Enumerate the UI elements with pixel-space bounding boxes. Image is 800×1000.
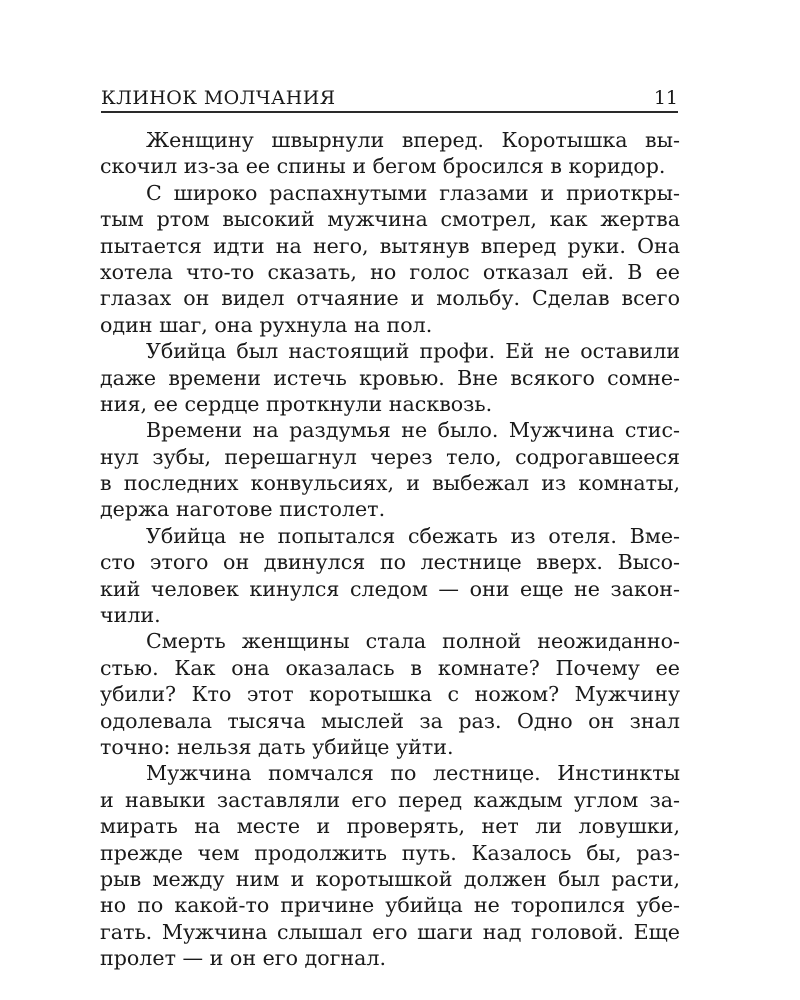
text-line: сто этого он двинулся по лестнице вверх. Высо- bbox=[100, 550, 680, 575]
text-line: Женщину швырнули вперед. Коротышка вы- bbox=[146, 128, 680, 152]
text-line: скочил из-за ее спины и бегом бросился в коридор. bbox=[100, 154, 666, 179]
text-line: глазах он видел отчаяние и мольбу. Сделав всего bbox=[100, 286, 680, 311]
text-line: нул зубы, перешагнул через тело, содрогавшееся bbox=[100, 444, 680, 469]
text-line: убили? Кто этот коротышка с ножом? Мужчину bbox=[100, 682, 680, 707]
text-line: рыв между ним и коротышкой должен был расти, bbox=[100, 866, 680, 891]
running-header bbox=[101, 85, 678, 113]
book-title: КЛИНОК МОЛЧАНИЯ bbox=[101, 87, 336, 109]
text-line: хотела что-то сказать, но голос отказал ей. В ее bbox=[100, 259, 680, 284]
text-line: держа наготове пистолет. bbox=[100, 497, 386, 522]
text-line: тым ртом высокий мужчина смотрел, как жертва bbox=[100, 207, 680, 232]
text-line: один шаг, она рухнула на пол. bbox=[100, 312, 433, 337]
text-line: и навыки заставляли его перед каждым углом за- bbox=[100, 787, 680, 812]
text-line: Убийца был настоящий профи. Ей не оставили bbox=[146, 339, 680, 364]
text-line: пролет — и он его догнал. bbox=[100, 946, 387, 971]
body-text bbox=[100, 127, 680, 972]
text-line: в последних конвульсиях, и выбежал из комнаты, bbox=[100, 471, 680, 496]
text-line: пытается идти на него, вытянув вперед руки. Она bbox=[100, 233, 680, 258]
page-number: 11 bbox=[653, 87, 678, 109]
text-line: Убийца не попытался сбежать из отеля. Вме- bbox=[146, 523, 680, 548]
text-line: но по какой-то причине убийца не торопился убе- bbox=[100, 893, 680, 918]
text-line: точно: нельзя дать убийце уйти. bbox=[100, 734, 454, 759]
text-line: Времени на раздумья не было. Мужчина стис- bbox=[146, 418, 680, 443]
text-line: Мужчина помчался по лестнице. Инстинкты bbox=[146, 761, 680, 786]
text-line: одолевала тысяча мыслей за раз. Одно он знал bbox=[100, 708, 680, 733]
text-line: гать. Мужчина слышал его шаги над головой. Еще bbox=[100, 919, 680, 944]
text-line: мирать на месте и проверять, нет ли ловушки, bbox=[100, 814, 680, 839]
text-line: Смерть женщины стала полной неожиданно- bbox=[146, 629, 680, 654]
text-line: чили. bbox=[100, 603, 161, 628]
text-line: даже времени истечь кровью. Вне всякого сомне- bbox=[100, 365, 680, 390]
text-line: кий человек кинулся следом — они еще не закон- bbox=[100, 576, 680, 601]
text-line: ния, ее сердце проткнули насквозь. bbox=[100, 391, 493, 416]
text-line: стью. Как она оказалась в комнате? Почему ее bbox=[100, 655, 680, 680]
text-line: прежде чем продолжить путь. Казалось бы, раз- bbox=[100, 840, 680, 865]
text-line: С широко распахнутыми глазами и приоткры- bbox=[146, 180, 680, 205]
